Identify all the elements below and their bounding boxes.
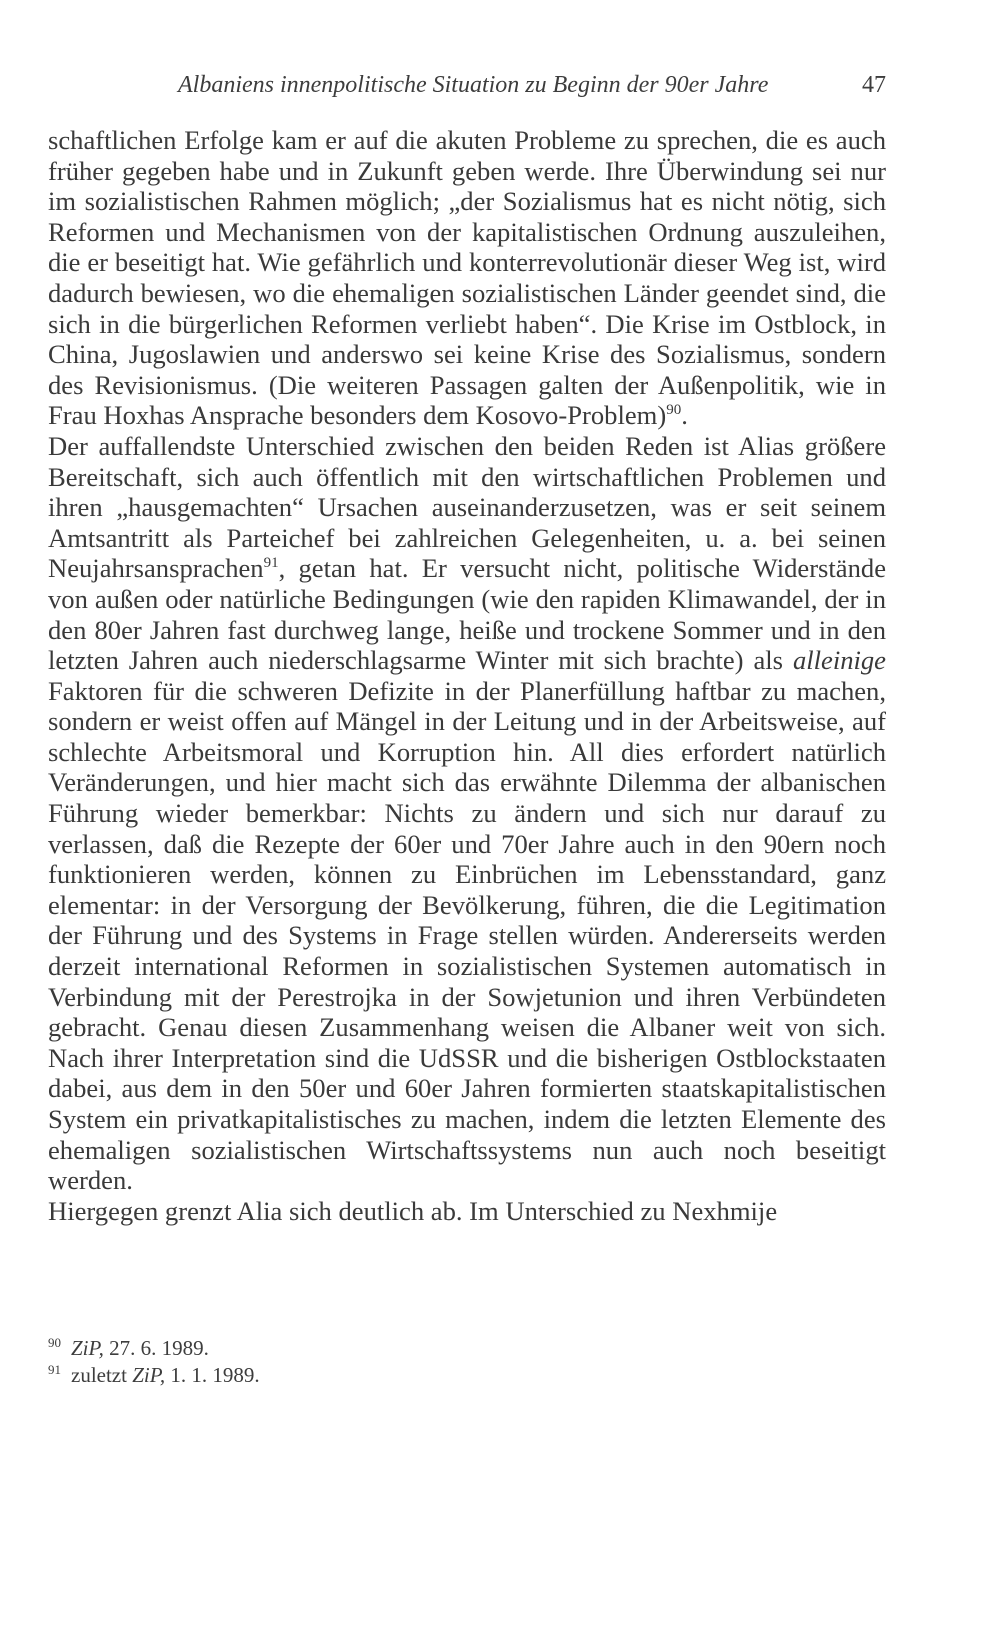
running-header (48, 72, 886, 106)
footnote-source: ZiP, (71, 1336, 104, 1360)
paragraph-text: , getan hat. Er versucht nicht, politische Widerstände von außen oder natürliche Bedingungen (wie den rapiden Klimawandel, der in den 80er Jahren fast durchweg lange, heiße und trockene Sommer und in den letzten Jahren auch niederschlagsarme Winter mit sich brachte) als (48, 553, 886, 676)
paragraph-text: Der auffallendste Unterschied zwischen den beiden Reden ist Alias größere Bereitschaft, sich auch öffentlich mit den wirtschaftlichen Problemen und ihren „hausgemachten“ Ursachen auseinanderzusetzen, was er seit seinem Amtsantritt als Parteichef bei zahlreichen Gelegenheiten, u. a. bei seinen Neujahrsansprachen (48, 430, 886, 584)
paragraph-text: Faktoren für die schweren Defizite in der Planerfüllung haftbar zu machen, sondern er weist offen auf Mängel in der Leitung und in der Arbeitsweise, auf schlechte Arbeitsmoral und Korruption hin. All dies erfordert natürlich Veränderungen, und hier macht sich das erwähnte Dilemma der albanischen Führung wieder bemerkbar: Nichts zu ändern und sich nur darauf zu verlassen, daß die Rezepte der 60er und 70er Jahre auch in den 90ern noch funktionieren werden, können zu Einbrüchen im Lebensstandard, ganz elementar: in der Versorgung der Bevölkerung, führen, die die Legitimation der Führung und des Systems in Frage stellen würden. Andererseits werden derzeit international Reformen in sozialistischen Systemen automatisch in Verbindung mit der Perestrojka in der Sowjetunion und ihren Verbündeten gebracht. Genau diesen Zusammenhang weisen die Albaner weit von sich. Nach ihrer Interpretation sind die UdSSR und die bisherigen Ostblockstaaten dabei, aus dem in den 50er und 60er Jahren formierten staatskapitalistischen System ein privatkapitalistisches zu machen, indem die letzten Elemente des ehemaligen sozialistischen Wirtschaftssystems nun auch noch beseitigt werden. (48, 675, 886, 1196)
paragraph-text: . (681, 400, 688, 431)
footnote-date: 27. 6. 1989. (103, 1336, 209, 1360)
footnote-mark: 90 (48, 1335, 61, 1350)
paragraph (48, 125, 886, 431)
footnotes (48, 1335, 886, 1389)
paragraph-text: Hiergegen grenzt Alia sich deutlich ab. Im Unterschied zu Nexhmije (48, 1195, 778, 1226)
footnote-date: 1. 1. 1989. (165, 1363, 260, 1387)
footnote-source: ZiP, (132, 1363, 166, 1387)
body-text (48, 125, 886, 1226)
paragraph-text: schaftlichen Erfolge kam er auf die akuten Probleme zu sprechen, die es auch früher gegeben habe und in Zukunft geben werde. Ihre Überwindung sei nur im sozialistischen Rahmen möglich; „der Sozialismus hat es nicht nötig, sich Reformen und Mechanismen von der kapitalistischen Ordnung auszuleihen, die er beseitigt hat. Wie gefährlich und konterrevolutionär dieser Weg ist, wird dadurch bewiesen, wo die ehemaligen sozialistischen Länder geendet sind, die sich in die bürgerlichen Reformen verliebt haben“. Die Krise im Ostblock, in China, Jugoslawien und anderswo sei keine Krise des Sozialismus, sondern des Revisionismus. (Die weiteren Passagen galten der Außenpolitik, wie in Frau Hoxhas Ansprache besonders dem Kosovo-Problem) (48, 125, 886, 431)
footnote (48, 1335, 886, 1362)
footnote-prefix: zuletzt (71, 1363, 133, 1387)
paragraph (48, 1196, 886, 1227)
footnote (48, 1362, 886, 1389)
emphasized-word: alleinige (792, 645, 886, 676)
running-title: Albaniens innenpolitische Situation zu Beginn der 90er Jahre (178, 72, 769, 98)
footnote-mark: 91 (48, 1362, 61, 1377)
footnote-reference: 90 (666, 402, 682, 419)
page-number: 47 (862, 72, 886, 98)
footnote-reference: 91 (263, 555, 279, 572)
paragraph (48, 431, 886, 1196)
